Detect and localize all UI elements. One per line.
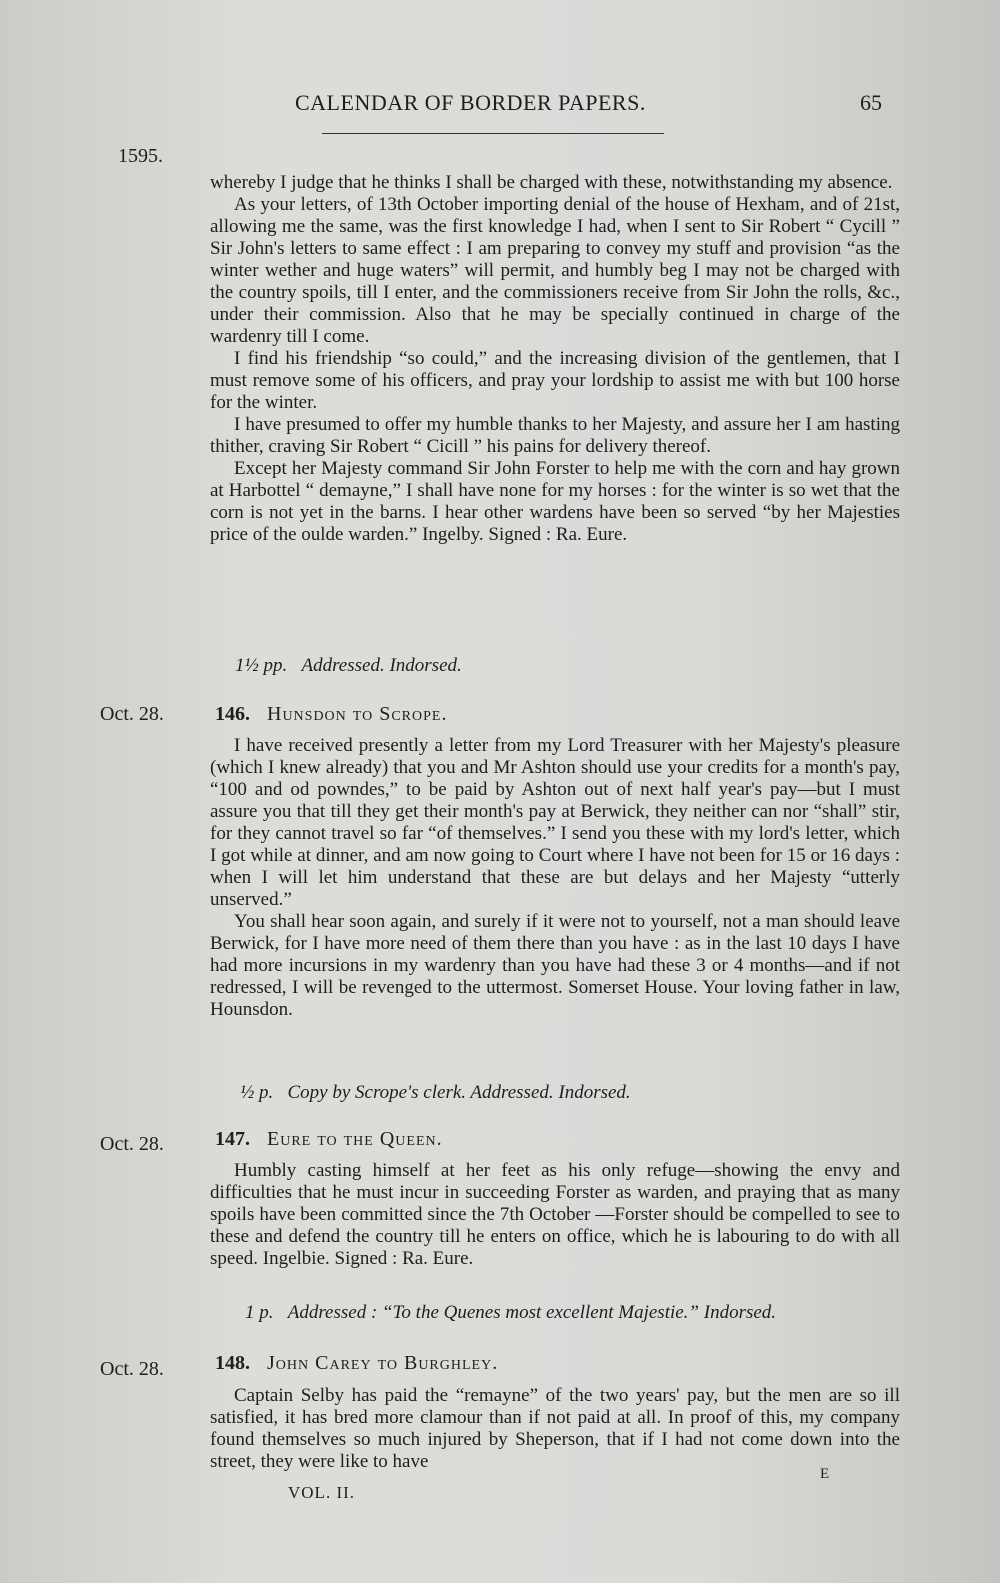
entry-heading [215, 703, 447, 726]
entry-title: Eure to the Queen. [267, 1128, 443, 1150]
paragraph: I have received presently a letter from my Lord Treasurer with her Majesty's pleasure (which I knew already) that you and Mr Ashton should use your credits for a month's pay, “100 and od powndes,” to be paid by Ashton out of next half year's pay—but I must assure you that till they get their month's pay at Berwick, they neither can nor “shall” stir, for they cannot travel so far “of themselves.” I send you these with my lord's letter, which I got while at dinner, and am now going to Court where I have not been for 15 or 16 days : when I will let him understand that these are but delays and her Majesty “utterly unserved.” [210, 735, 900, 910]
entry-text [210, 735, 900, 1021]
entry-date: Oct. 28. [100, 1133, 164, 1155]
paragraph: As your letters, of 13th October importing denial of the house of Hexham, and of 21st, allowing me the same, was the first knowledge I had, when I sent to Sir Robert “ Cycill ” Sir John's letters to same effect : I am preparing to convey my stuff and provision “as the winter wether and huge waters” will permit, and humbly beg I may not be charged with the country spoils, till I enter, and the commissioners receive from Sir John the rolls, &c., under their commission. Also that he may be specially continued in charge of the wardenry till I come. [210, 194, 900, 347]
paragraph: You shall hear soon again, and surely if it were not to yourself, not a man should leave Berwick, for I have more need of them there than you have : as in the last 10 days I have had more incursions in my wardenry than you have had these 3 or 4 months—and if not redressed, I will be revenged to the uttermost. Somerset House. Your loving father in law, Hounsdon. [210, 911, 900, 1020]
continuation-text [210, 172, 900, 546]
note-text: Addressed. Indorsed. [301, 655, 462, 676]
running-head: CALENDAR OF BORDER PAPERS. [295, 90, 646, 115]
entry-title: Hunsdon to Scrope. [267, 703, 448, 725]
entry-text [210, 1385, 900, 1473]
page-number: 65 [860, 90, 882, 115]
page-count: ½ p. [240, 1082, 274, 1103]
note-text: Addressed : “To the Quenes most excellent Majestie.” Indorsed. [287, 1302, 777, 1323]
entry-date: Oct. 28. [100, 703, 164, 725]
document-note [245, 1302, 776, 1324]
entry-title: John Carey to Burghley. [267, 1352, 499, 1374]
paragraph: I have presumed to offer my humble thanks to her Majesty, and assure her I am hasting thither, craving Sir Robert “ Cicill ” his pains for delivery thereof. [210, 414, 900, 457]
entry-number: 146. [215, 703, 250, 725]
signature-mark: E [820, 1466, 830, 1482]
paragraph: Humbly casting himself at her feet as his only refuge—showing the envy and difficulties that he must incur in succeeding Forster as warden, and praying that as many spoils have been committed since the 7th October —Forster should be compelled to see to these and defend the country till he enters on office, which he is labouring to do with all speed. Ingelbie. Signed : Ra. Eure. [210, 1160, 900, 1269]
page-count: 1½ pp. [235, 655, 288, 676]
header-rule [322, 133, 664, 134]
year-margin: 1595. [118, 145, 163, 167]
note-text: Copy by Scrope's clerk. Addressed. Indorsed. [287, 1082, 631, 1103]
document-note [240, 1082, 631, 1104]
entry-heading [215, 1128, 443, 1151]
entry-number: 148. [215, 1352, 250, 1374]
paragraph: I find his friendship “so could,” and the increasing division of the gentlemen, that I must remove some of his officers, and pray your lordship to assist me with but 100 horse for the winter. [210, 348, 900, 413]
page-count: 1 p. [245, 1302, 274, 1323]
paragraph: whereby I judge that he thinks I shall be charged with these, notwithstanding my absence. [210, 172, 893, 193]
entry-date: Oct. 28. [100, 1358, 164, 1380]
entry-number: 147. [215, 1128, 250, 1150]
document-note [235, 655, 462, 677]
paragraph: Captain Selby has paid the “remayne” of the two years' pay, but the men are so ill satisfied, it has bred more clamour than if not paid at all. In proof of this, my company found themselves so much injured by Sheperson, that if I had not come down into the street, they were like to have [210, 1385, 900, 1472]
paragraph: Except her Majesty command Sir John Forster to help me with the corn and hay grown at Harbottel “ demayne,” I shall have none for my horses : for the winter is so wet that the corn is not yet in the barns. I hear other wardens have been so served “by her Majesties price of the oulde warden.” Ingelby. Signed : Ra. Eure. [210, 458, 900, 545]
entry-text [210, 1160, 900, 1270]
volume-mark: VOL. II. [288, 1483, 356, 1502]
entry-heading [215, 1352, 498, 1375]
